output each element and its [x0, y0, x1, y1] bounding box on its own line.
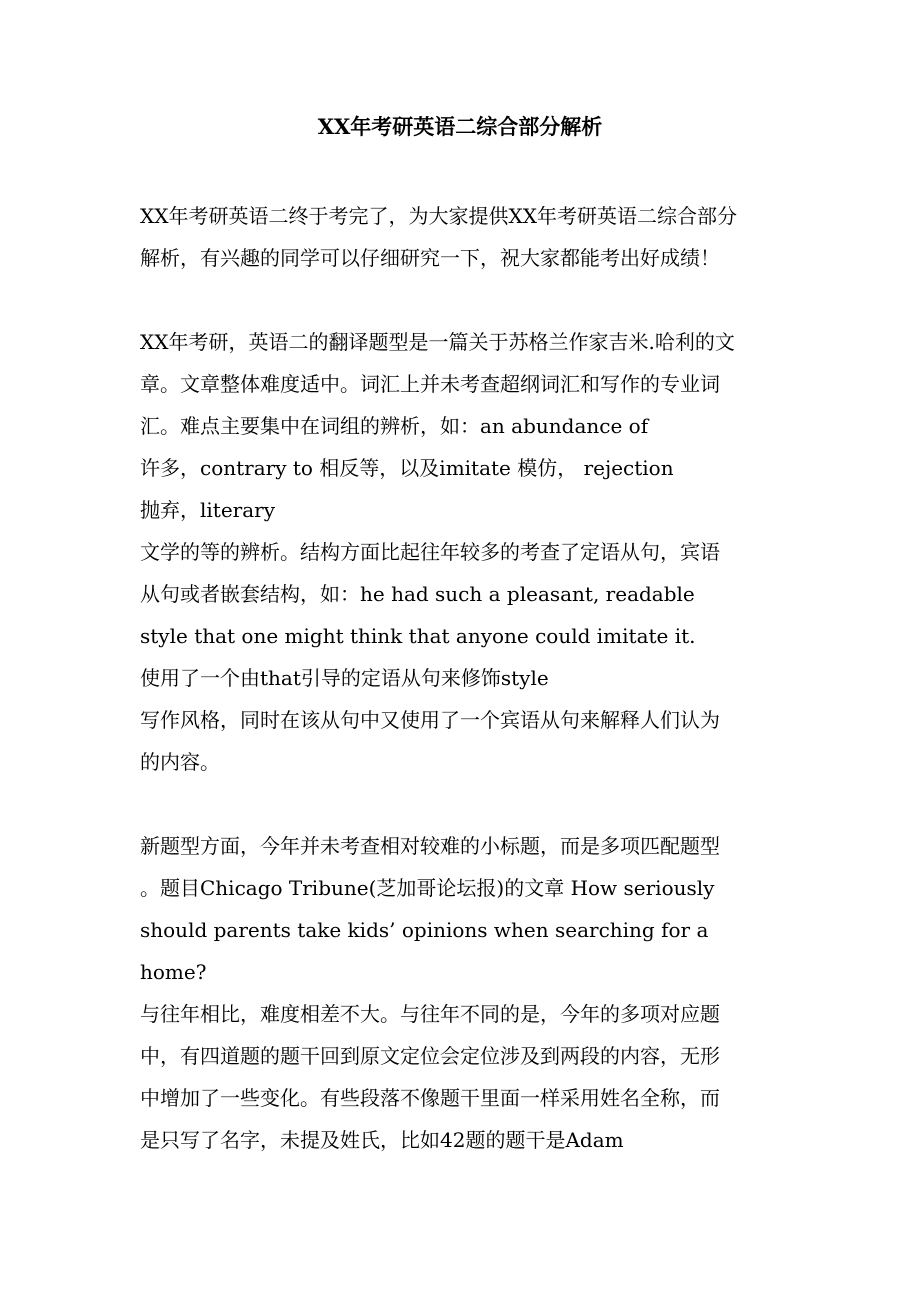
paragraph-3-line-4: home?	[140, 960, 207, 984]
paragraph-2-line-10: 写作风格，同时在该从句中又使用了一个宾语从句来解释人们认为	[140, 708, 720, 732]
paragraph-3-line-1: 新题型方面，今年并未考查相对较难的小标题，而是多项匹配题型	[140, 834, 720, 858]
paragraph-3-line-5: 与往年相比，难度相差不大。与往年不同的是，今年的多项对应题	[140, 1002, 720, 1026]
paragraph-3-line-8: 是只写了名字，未提及姓氏，比如42题的题干是Adam	[140, 1128, 624, 1152]
paragraph-1-line-2: 解析，有兴趣的同学可以仔细研究一下，祝大家都能考出好成绩！	[140, 246, 720, 270]
document-title: XX年考研英语二综合部分解析	[317, 114, 603, 139]
paragraph-2-line-5: 抛弃，literary	[140, 498, 276, 522]
paragraph-3-line-2: 。题目Chicago Tribune(芝加哥论坛报)的文章 How seriously	[140, 876, 715, 900]
paragraph-3-line-7: 中增加了一些变化。有些段落不像题干里面一样采用姓名全称，而	[140, 1086, 720, 1110]
paragraph-1-line-1: XX年考研英语二终于考完了，为大家提供XX年考研英语二综合部分	[140, 204, 737, 228]
paragraph-2-line-9: 使用了一个由that引导的定语从句来修饰style	[140, 666, 549, 690]
paragraph-2-line-8: style that one might think that anyone could imitate it.	[140, 624, 696, 648]
paragraph-2-line-4: 许多，contrary to 相反等，以及imitate 模仿， rejection	[140, 456, 674, 480]
paragraph-2-line-6: 文学的等的辨析。结构方面比起往年较多的考查了定语从句，宾语	[140, 540, 720, 564]
paragraph-2-line-1: XX年考研，英语二的翻译题型是一篇关于苏格兰作家吉米.哈利的文	[140, 330, 735, 354]
paragraph-3-line-6: 中，有四道题的题干回到原文定位会定位涉及到两段的内容，无形	[140, 1044, 720, 1068]
paragraph-3-line-3: should parents take kids’ opinions when searching for a	[140, 918, 709, 942]
paragraph-2-line-2: 章。文章整体难度适中。词汇上并未考查超纲词汇和写作的专业词	[140, 372, 720, 396]
paragraph-2-line-11: 的内容。	[140, 750, 220, 774]
paragraph-2-line-3: 汇。难点主要集中在词组的辨析，如：an abundance of	[140, 414, 649, 438]
paragraph-2-line-7: 从句或者嵌套结构，如：he had such a pleasant, readable	[140, 582, 695, 606]
